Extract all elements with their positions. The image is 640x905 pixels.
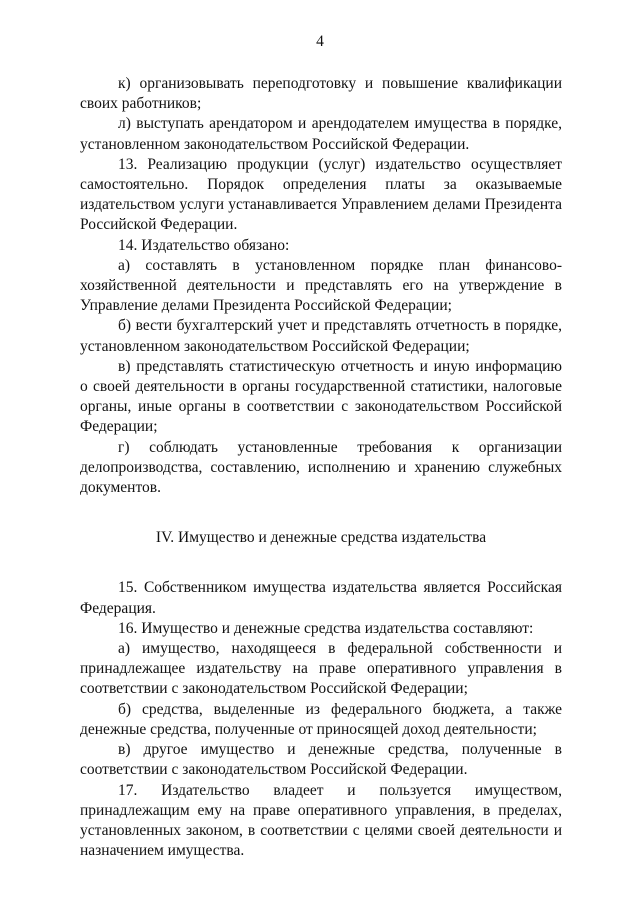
paragraph-k: к) организовывать переподготовку и повышение квалификации своих работников; (80, 75, 562, 113)
section-title: IV. Имущество и денежные средства издательства (155, 529, 487, 547)
paragraph-14b: б) вести бухгалтерский учет и представлять отчетность в порядке, установленном законодательством Российской Федерации; (80, 317, 562, 355)
paragraph-17: 17. Издательство владеет и пользуется имуществом, принадлежащим ему на праве оперативного управления, в пределах, установленных законом, в соответствии с целями своей деятельности и назначением имущества. (80, 781, 562, 860)
paragraph-16v: в) другое имущество и денежные средства, полученные в соответствии с законодательством Российской Федерации. (80, 741, 562, 779)
paragraph-16b: б) средства, выделенные из федерального бюджета, а также денежные средства, полученные от приносящей доход деятельности; (80, 700, 562, 738)
document-body (80, 74, 562, 861)
paragraph-15: 15. Собственником имущества издательства является Российская Федерация. (80, 579, 562, 617)
paragraph-14v: в) представлять статистическую отчетность и иную информацию о своей деятельности в органы государственной статистики, налоговые органы, иные органы в соответствии с законодательством Российской Федерации; (80, 357, 562, 436)
paragraph-14: 14. Издательство обязано: (118, 236, 290, 254)
page-number: 4 (316, 33, 324, 50)
paragraph-13: 13. Реализацию продукции (услуг) издательство осуществляет самостоятельно. Порядок определения платы за оказываемые издательством услуги устанавливается Управлением делами Президента Российской Федерации. (80, 155, 562, 234)
paragraph-16a: а) имущество, находящееся в федеральной собственности и принадлежащее издательству на праве оперативного управления в соответствии с законодательством Российской Федерации; (80, 640, 562, 698)
paragraph-l: л) выступать арендатором и арендодателем имущества в порядке, установленном законодательством Российской Федерации. (80, 115, 562, 153)
paragraph-14a: а) составлять в установленном порядке план финансово-хозяйственной деятельности и представлять его на утверждение в Управление делами Президента Российской Федерации; (80, 256, 562, 315)
paragraph-14g: г) соблюдать установленные требования к организации делопроизводства, составлению, исполнению и хранению служебных документов. (80, 438, 562, 497)
paragraph-16: 16. Имущество и денежные средства издательства составляют: (118, 619, 534, 637)
